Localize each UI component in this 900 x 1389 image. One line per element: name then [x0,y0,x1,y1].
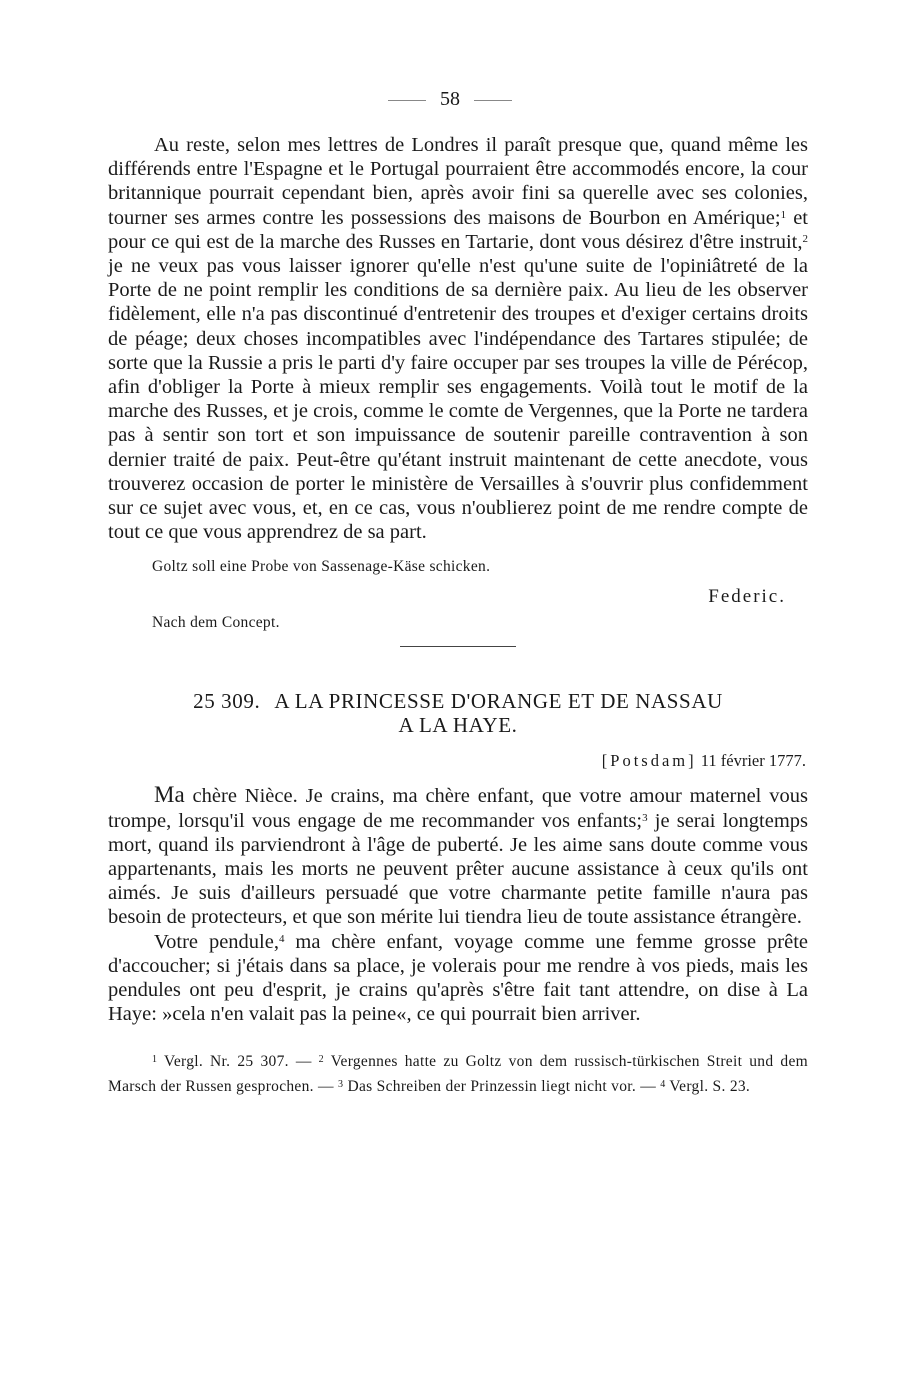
letter2-heading-line1 [108,689,808,713]
source-note: Nach dem Concept. [152,614,280,632]
header-dash-left [388,100,426,101]
page-number: 58 [440,88,460,110]
letter1-paragraph [108,133,808,544]
letter1-text-b: et pour ce qui est de la marche des Russes en Tartarie, dont vous désirez d'être instruit, [108,206,808,253]
footnote-ref-4: 4 [278,932,285,945]
letter1-text-a: Au reste, selon mes lettres de Londres il paraît presque que, quand même les différends entre l'Espagne et le Portugal pourraient être accommodés encore, la cour britannique pourrait cependant bien, après avoir fini sa querelle avec ses colonies, tourner ses armes contre les possessions des maisons de Bourbon en Amérique; [108,134,808,229]
page-header [0,88,900,111]
letter2-heading [108,689,808,737]
footnote-ref-1: 1 [780,208,787,221]
letter1-text-c: je ne veux pas vous laisser ignorer qu'elle n'est qu'une suite de l'opiniâtreté de la Porte de ne point remplir les conditions de sa dernière paix. Au lieu de les observer fidèlement, elle n'a pas discontinué d'entretenir des troupes et d'exiger certains droits de péage; deux choses incompatibles avec l'indépendance des Tartares stipulée; de sorte que la Russie a pris le parti d'y faire occuper par ses troupes la ville de Pérécop, afin d'obliger la Porte à mieux remplir ses engagements. Voilà tout le motif de la marche des Russes, et je crois, comme le comte de Vergennes, que la Porte ne tardera pas à sentir son tort et son impuissance de soutenir pareille contravention à son dernier traité de paix. Peut-être qu'étant instruit maintenant de cette anecdote, vous trouverez occasion de porter le ministère de Versailles à s'ouvrir plus confidemment sur ce sujet avec vous, et, en ce cas, vous n'oublierez point de me rendre compte de tout ce que vous apprendrez de sa part. [108,255,808,544]
letter2-text-c: Votre pendule, [154,930,279,953]
editor-note: Goltz soll eine Probe von Sassenage-Käse schicken. [152,558,491,576]
footnote-block [108,1048,808,1098]
salutation: Ma [154,782,185,808]
dateline-place: [Potsdam] [601,751,697,771]
letter2-paragraph-1 [108,783,808,929]
header-dash-right [474,100,512,101]
footnote-text-2: Vergennes hatte zu Goltz von dem russisch-türkischen Streit und dem Marsch der Russen gesprochen. — [108,1053,808,1096]
letter2-text-d: ma chère enfant, voyage comme une femme grosse prête d'accoucher; si j'étais dans sa place, je volerais pour me rendre à vos pieds, mais les pendules ont peu d'esprit, je crains qu'après s'être fait tant attendre, on dise à La Haye: »cela n'en valait pas la peine«, ce qui pourrait bien arriver. [108,930,808,1026]
letter2-text-b: je serai longtemps mort, quand ils parviendront à l'âge de puberté. Je les aime sans doute comme vous appartenants, mais les morts ne peuvent prêter aucune assistance à ceux qu'ils ont aimés. Je suis d'ailleurs persuadé que votre charmante petite famille n'aura pas besoin de protecteurs, et que son mérite lui tiendra lieu de toute assistance étrangère. [108,809,808,929]
footnote-marker-2: 2 [318,1054,324,1066]
letter-recipient: A LA PRINCESSE D'ORANGE ET DE NASSAU [274,689,723,714]
footnote-ref-2: 2 [802,232,808,245]
signature: Federic. [708,586,786,608]
footnotes [108,1048,808,1098]
dateline [108,751,808,771]
footnote-marker-3: 3 [338,1079,344,1091]
footnote-text-4: Vergl. S. 23. [665,1078,751,1096]
footnote-text-1: Vergl. Nr. 25 307. — [157,1053,319,1071]
footnote-ref-3: 3 [642,811,648,824]
footnote-text-3: Das Schreiben der Prinzessin liegt nicht vor. — [343,1078,661,1096]
dateline-date: 11 février 1777. [700,751,806,771]
section-divider [400,646,516,647]
letter-number: 25 309. [193,689,261,714]
letter2-text-a: chère Nièce. Je crains, ma chère enfant, que votre amour maternel vous trompe, lorsqu'il vous engage de me recommander vos enfants; [108,785,808,832]
footnote-marker-4: 4 [660,1079,666,1091]
page-body [108,133,808,1098]
letter2-heading-line2: A LA HAYE. [398,713,518,738]
letter2-paragraph-2 [108,930,808,1027]
footnote-marker-1: 1 [152,1054,158,1066]
